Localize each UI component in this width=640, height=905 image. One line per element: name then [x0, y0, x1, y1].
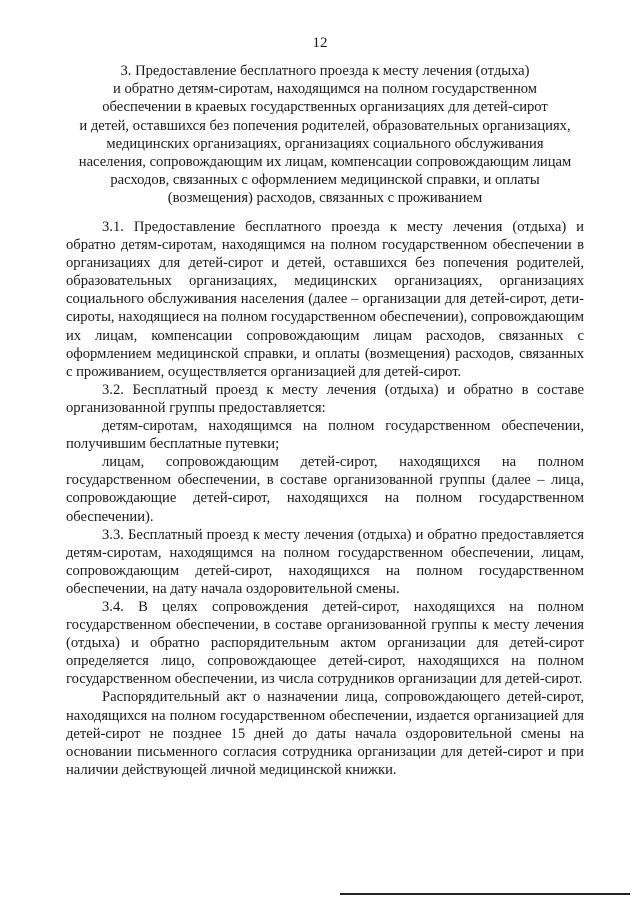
paragraph-3-2: 3.2. Бесплатный проезд к месту лечения (отдыха) и обратно в составе организованной группы предоставляется:: [66, 381, 584, 416]
heading-line: расходов, связанных с оформлением медицинской справки, и оплаты: [110, 172, 540, 189]
heading-line: населения, сопровождающим их лицам, компенсации сопровождающим лицам: [78, 154, 572, 171]
paragraph-3-2-item-children: детям-сиротам, находящимся на полном государственном обеспечении, получившим бесплатные путевки;: [66, 418, 584, 453]
heading-line: 3. Предоставление бесплатного проезда к месту лечения (отдыха): [120, 63, 530, 79]
heading-line: обеспечении в краевых государственных организациях для детей-сирот: [102, 99, 548, 116]
document-body: [66, 218, 584, 779]
paragraph-3-1: 3.1. Предоставление бесплатного проезда к месту лечения (отдыха) и обратно детям-сиротам, находящимся на полном государственном обеспечении в организациях для детей-сирот и детей, оставшихся без попечения родителей, образовательных организациях, медицинских организациях, организациях социального обслуживания населения (далее – организации для детей-сирот, дети-сироты, находящиеся на полном государственном обеспечении), сопровождающим их лицам, компенсации сопровождающим лицам расходов, связанных с оформлением медицинской справки, и оплаты (возмещения) расходов, связанных с проживанием, осуществляется организацией для детей-сирот.: [66, 219, 584, 380]
paragraph-3-3: 3.3. Бесплатный проезд к месту лечения (отдыха) и обратно предоставляется детям-сиротам, находящимся на полном государственном обеспечении, лицам, сопровождающим детей-сирот, находящихся на полном государственном обеспечении, на дату начала оздоровительной смены.: [66, 526, 584, 597]
heading-line: медицинских организациях, организациях социального обслуживания: [106, 135, 544, 152]
section-heading: [60, 62, 590, 208]
paragraph-3-2-item-escorts: лицам, сопровождающим детей-сирот, находящихся на полном государственном обеспечении, в составе организованной группы (далее – лица, сопровождающие детей-сирот, находящихся на полном государственном обеспечении).: [66, 454, 584, 525]
heading-line: и детей, оставшихся без попечения родителей, образовательных организациях,: [79, 117, 571, 134]
heading-line: (возмещения) расходов, связанных с проживанием: [167, 190, 483, 207]
page-bottom-rule: [340, 893, 630, 895]
paragraph-3-4: 3.4. В целях сопровождения детей-сирот, находящихся на полном государственном обеспечении, в составе организованной группы к месту лечения (отдыха) и обратно распорядительным актом организации для детей-сирот определяется лицо, сопровождающее детей-сирот, находящихся на полном государственном обеспечении, из числа сотрудников организации для детей-сирот.: [66, 598, 584, 688]
page-number: 12: [312, 35, 328, 51]
heading-line: и обратно детям-сиротам, находящимся на полном государственном: [112, 81, 538, 98]
paragraph-order-act: Распорядительный акт о назначении лица, сопровождающего детей-сирот, находящихся на полном государственном обеспечении, издается организацией для детей-сирот не позднее 15 дней до даты начала оздоровительной смены на основании письменного согласия сотрудника организации для детей-сирот и при наличии действующей личной медицинской книжки.: [66, 689, 584, 778]
